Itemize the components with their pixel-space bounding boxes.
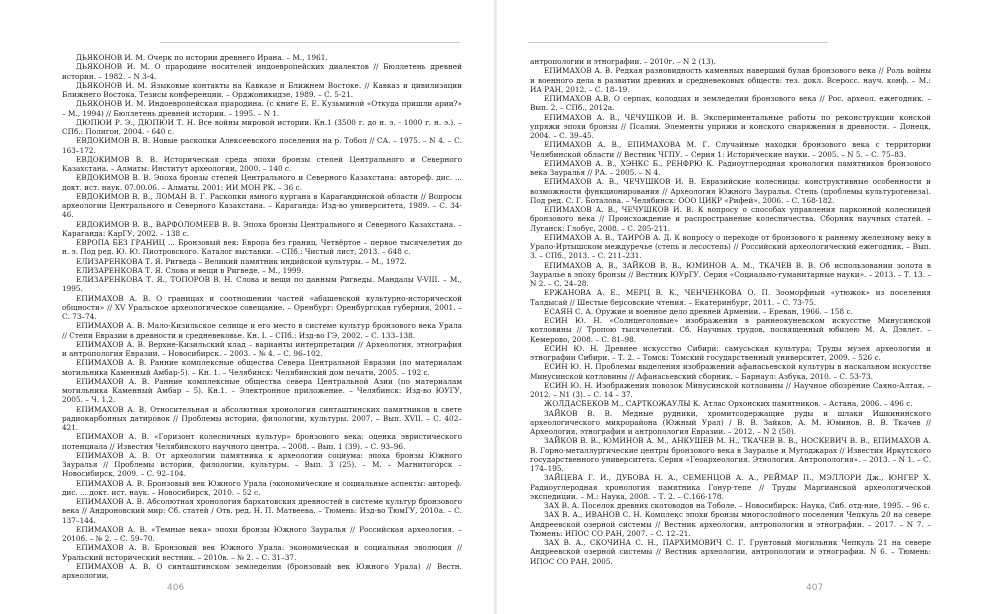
bibliography-entry: ЕПИМАХОВ А.В. О серпах, колодцах и земледелии бронзового века // Рос. археол. ежегодник. – Вып. 2. – СПб., 2012а. xyxy=(530,94,931,113)
bibliography-entry: ЗАЙЦЕВА Г. И., ДУБОВА Н. А., СЕМЕНЦОВ А. А., РЕЙМАР П., МЭЛЛОРИ Дж., ЮНГЕР Х. Радиоуглеродная хронология памятника Гонур-тепе // Труды Маргианской археологической экспедиции. – М.: Наука, 2008. – Т. 2. – С.166-178. xyxy=(530,473,931,501)
bibliography-entry: ЕРЖАНОВА А. Е., МЕРЦ В. К., ЧЕНЧЕНКОВА О. П. Зооморфный «утюжок» из поселения Талдысай // Шестые берсовские чтения. – Екатеринбург, 2011. – С. 73-75. xyxy=(530,288,931,307)
page-number: 407 xyxy=(806,583,824,593)
bibliography-entry: ДЬЯКОНОВ И. М. Языковые контакты на Кавказе и Ближнем Востоке. // Кавказ и цивилизации Ближнего Востока. Тезисы конференции. – Орджоникидзе, 1989. – С. 5-21. xyxy=(62,80,462,99)
bibliography-entry: ЕВДОКИМОВ В. В., ЛОМАН В. Г. Раскопки ямного кургана в Карагандинской области // Вопросы археологии Центрального и Северного Казахстана. – Караганда: Изд-во университета, 1989. – С. 34-46. xyxy=(62,191,462,220)
bibliography-entry: ЕПИМАХОВ А. В., ЕПИМАХОВА М. Г. Случайные находки бронзового века с территории Челябинской области // Вестник ЧГПУ. – Серия 1: Исторические науки. – 2005. – N 5. – С. 75–83. xyxy=(530,140,931,159)
bibliography-entry: ЕПИМАХОВ А. В. Редкая разновидность каменных наверший булав бронзового века // Роль войны и военного дела в развитии древних и средневековых обществ: тез. докл. Всеросс. науч. конф. – М.: ИА РАН, 2012. – С. 18–19. xyxy=(530,66,931,94)
bibliography-entry: ЕПИМАХОВ А. В., ЗАЙКОВ В. В., ЮМИНОВ А. М., ТКАЧЕВ В. В. Об использовании золота в Зауралье в эпоху бронзы // Вестник ЮУрГУ. Серия «Социально-гуманитарные науки». – 2013. – Т. 13. – N 2. – С. 24–28. xyxy=(530,260,931,288)
bibliography-entry: ЕЛИЗАРЕНКОВА Т. Я. Ригведа – Великий памятник индийской культуры. – М., 1972. xyxy=(76,256,407,266)
bibliography-entry: ЕСИН Ю. Н. «Солнцеголовые» изображения в раннеокуневском искусстве Минусинской котловины // Тропою тысячелетий. Сб. Научных трудов, посвященный юбилею М. А. Дэвлет. – Кемерово, 2008. – С. 81–98. xyxy=(530,316,931,344)
bibliography-entry: ЗАХ В. А., СКОЧИНА С. Н., ПАРХИМОВИЧ С. Г. Грунтовый могильник Чепкуль 21 на севере Андреевской озерной системы // Вестник археологии, антропологии и этнографии. N 6. – Тюмень: ИПОС СО РАН, 2005. xyxy=(530,538,931,566)
bibliography-entry: ЕПИМАХОВ А. В. «Темные века» эпохи бронзы Южного Зауралья // Российская археология. – 2010б. – № 2. – С. 59–70. xyxy=(62,524,462,543)
bibliography-entry: ЕСИН Ю. Н. Изображения повозок Минусинской котловины // Научное обозрение Саяно-Алтая. – 2012. – N1 (3). – С. 14 – 37. xyxy=(530,380,931,399)
bibliography-entry: ЕПИМАХОВ А. В. О синташтинском земледелии (бронзовый век Южного Урала) // Вестн. археологии, xyxy=(62,561,462,580)
bibliography-entry: ЕПИМАХОВ А. В., ЧЕЧУШКОВ И. В. К вопросу о способах управления парконной колесницей бронзового века // Происхождение и распространение колесничества. Сборник научных статей. – Луганск: Глобус, 2008. – С. 205-211. xyxy=(530,205,931,233)
bibliography-entry: ЕПИМАХОВ А. В. О границах и соотношении частей «абашевской культурно-исторической общности» // XV Уральское археологическое совещание. – Оренбург: Оренбургская губерния, 2001. – С. 73–74. xyxy=(62,293,462,321)
left-page xyxy=(0,0,495,614)
bibliography-entry: ЕПИМАХОВ А. В. Относительная и абсолютная хронология синташтинских памятников в свете радиокарбонных датировок // Проблемы истории, филологии, культуры. 2007. – Вып. XVII. – С. 402–421. xyxy=(62,404,462,432)
bibliography-entry: ЕПИМАХОВ А. В., ХЭНКС Б., РЕНФРЮ К. Радиоуглеродная хронология памятников бронзового века Зауралья // РА. – 2005. – N 4. xyxy=(530,158,931,177)
header-rule xyxy=(528,42,828,43)
bibliography-entry: ДЬЯКОНОВ И. М. Индоевропейская прародина. (с книге Е. Е. Кузьминой «Откуда пришли арии?» – М., 1994) // Бюллетень древней истории. – 1995. – N 1. xyxy=(62,99,462,118)
bibliography-entry: ЕПИМАХОВ А. В. Бронзовый век Южного Урала: экономическая и социальная эволюция // Уральский исторический вестник. – 2010в. – № 2. – С. 31–37. xyxy=(62,543,462,562)
bibliography-entry: ЗАХ В. А., ИВАНОВ С. Н. Комплекс эпохи бронзы многослойного поселения Чепкуль 20 на севере Андреевской озерной системы // Вестник археологии, антропологии и этнографии. – 2017. – N 7. – Тюмень: ИПОС СО РАН, 2007. – С. 12–21. xyxy=(530,510,931,538)
bibliography-entry: ЕПИМАХОВ А. В. Абсолютная хронология бархатовских древностей в системе культур бронзового века // Андроновский мир: Сб. статей / Отв. ред. Н. П. Матвеева. – Тюмень: Изд-во ТюмГУ, 2010а. – С. 137–144. xyxy=(62,497,462,525)
bibliography-entry: ЕПИМАХОВ А. В., ЧЕЧУШКОВ И. В. Экспериментальные работы по реконструкции конской упряжи эпохи бронзы // Псалии. Элементы упряжи и конского снаряжения в древности. – Донецк, 2004. – С. 39–45. xyxy=(530,112,931,140)
bibliography-entry: ЕВДОКИМОВ В. В., ВАРФОЛОМЕЕВ В. В. Эпоха бронзы Центрального и Северного Казахстана. – Караганда: КарГУ, 2002. – 138 с. xyxy=(62,219,462,238)
bibliography-entry: ЕЛИЗАРЕНКОВА Т. Я., ТОПОРОВ В. Н. Слова и вещи по данным Ригведы. Мандалы V-VIII. – М., 1995. xyxy=(62,275,462,294)
bibliography-list xyxy=(62,53,462,580)
bibliography-entry: ДЬЯКОНОВ И. М. Очерк по истории древнего Ирана. – М., 1961. xyxy=(76,53,328,62)
bibliography-entry: ЗАХ В. А. Поселок древних скотоводов на Тоболе. – Новосибирск: Наука, Сиб. отд-ние, 1995. – 96 с. xyxy=(544,501,930,510)
bibliography-entry: ЕВДОКИМОВ В. В. Эпоха бронзы степей Центрального и Северного Казахстана: автореф. дис. ... докт. ист. наук. 07.00.06. – Алматы, 2001: ИИ МОН РК. – 36 с. xyxy=(62,173,462,192)
bibliography-entry: ЖОЛДАСБЕКОВ М., САРТКОЖАУЛЫ К. Атлас Орхонских памятников. – Астана, 2006. – 496 с. xyxy=(544,399,913,409)
bibliography-entry: ДЮПЮИ Р. Э., ДЮПЮИ Т. Н. Все войны мировой истории. Кн.1 (3500 г. до н. э. - 1000 г. н. э.). – СПб.: Полигон, 2004. - 640 с. xyxy=(62,117,462,136)
bibliography-entry: ЕПИМАХОВ А. В., ТАИРОВ А. Д. К вопросу о переходе от бронзового к раннему железному веку в Урало-Иртышском междуречье (степь и лесостепь) // Российский археологический ежегодник. – Вып. 3. – СПб., 2013. – С. 211–231. xyxy=(530,232,931,261)
bibliography-entry: ЕПИМАХОВ А. В. От археологии памятника к археологии социума: эпоха бронзы Южного Зауралья // Проблемы истории, филологии, культуры. – Вып. 3 (25). – М. – Магнитогорск – Новосибирск, 2009. – С. 92–104. xyxy=(62,450,462,479)
bibliography-list xyxy=(530,57,931,566)
bibliography-entry: ЕВРОПА БЕЗ ГРАНИЦ ... Бронзовый век: Европа без границ. Четвёртое – первое тысячелетия до н. э. Под ред. Ю. Ю. Пиотровского. Каталог выставки. – СПб.: Чистый лист, 2013. – 648 с. xyxy=(62,238,462,257)
bibliography-entry: ЕПИМАХОВ А. В. Мало-Кизильское селище и его место в системе культур бронзового века Урала // Степи Евразии в древности и средневековье. Кн. I. – СПб.: Изд-во ГЭ, 2002. – С. 133–138. xyxy=(62,321,462,340)
bibliography-entry: ЕВДОКИМОВ В. В. Новые раскопки Алексеевского поселения на р. Тобол // СА. – 1975. – N 4. – С. 163–172. xyxy=(62,136,462,155)
bibliography-entry: ЕПИМАХОВ А. В. «Горизонт колесничных культур» бронзового века: оценка эвристического потенциала // Известия Челябинского научного центра. – 2008. – Вып. 1 (39). – С. 93–96. xyxy=(62,432,462,451)
bibliography-entry: ЗАЙКОВ В. В. Медные рудники, хромитсодержащие руды и шлаки Ишкининского археологического микрорайона (Южный Урал) / В. В. Зайков, А. М. Юминов, В. В. Ткачев // Археология, этнография и антропология Евразии. – 2012. – N 2 (50). xyxy=(530,408,931,436)
bibliography-entry: ЕПИМАХОВ А. В. Бронзовый век Южного Урала (экономические и социальные аспекты: автореф. дис. ... докт. ист. наук. – Новосибирск, 2010. – 52 с. xyxy=(62,478,462,497)
bibliography-entry: ЕСАЯН С. А. Оружие и военное дело древней Армении. – Ереван, 1966. – 158 с. xyxy=(544,306,853,316)
bibliography-entry: антропологии и этнографии. – 2010г. – N 2 (13). xyxy=(530,57,716,66)
bibliography-entry: ЕПИМАХОВ А. В., ЧЕЧУШКОВ И. В. Евразийские колесницы: конструктивные особенности и возможности функционирования // Археология Южного Зауралья. Степь (проблемы культурогенеза). Под ред. С. Г. Боталова. – Челябинск: ООО ЦИКР «Рифей», 2006. – С. 168-182. xyxy=(530,177,931,205)
bibliography-entry: ЗАЙКОВ В. В., ЮМИНОВ А. М., АНКУШЕВ М. Н., ТКАЧЕВ В. В., НОСКЕВИЧ В. В., ЕПИМАХОВ А. В. Горно-металлургические центры бронзового века в Зауралье и Мугоджарах // Известия Иркутского государственного университета. Серия «Геоархеология. Этнология. Антропология». – 2013. – N 1. – С. 174–195. xyxy=(530,436,931,473)
bibliography-entry: ДЬЯКОНОВ И. М. О прародине носителей индоевропейских диалектов // Бюллетень древней истории. – 1982. – N 3-4. xyxy=(62,62,462,81)
bibliography-entry: ЕПИМАХОВ А. В. Ранние комплексные общества севера Центральной Азии (по материалам могильника Каменный Амбар – 5). Кн.1. – Электронное приложение. – Челябинск: Изд-во ЮУГУ, 2005. – Ч. 1,2. xyxy=(62,376,462,405)
bibliography-entry: ЕЛИЗАРЕНКОВА Т. Я. Слова и вещи в Ригведе. – М., 1999. xyxy=(76,265,304,275)
bibliography-entry: ЕСИН Ю. Н. Древнее искусство Сибири: самусьская культура: Труды музея археологии и этнографии Сибири. – Т. 2. – Томск: Томский государственный университет, 2009. – 526 с. xyxy=(530,343,931,362)
bibliography-entry: ЕПИМАХОВ А. В. Ранние комплексные общества Севера Центральной Евразии (по материалам могильника Каменный Амбар-5). – Кн. 1. – Челябинск: Челябинский дом печати, 2005. – 192 с. xyxy=(62,358,462,377)
page-number: 406 xyxy=(167,583,185,593)
header-rule xyxy=(160,42,460,43)
bibliography-entry: ЕВДОКИМОВ В. В. Историческая среда эпохи бронзы степей Центрального и Северного Казахстана. – Алматы: Институт археологии, 2000. – 140 с. xyxy=(62,154,462,173)
bibliography-entry: ЕСИН Ю. Н. Проблемы выделения изображений афанасьевской культуры в наскальном искусстве Минусинской котловины // Афанасьевский сборник. – Барнаул: Азбука, 2010. – С. 53-73. xyxy=(530,362,931,381)
right-page xyxy=(496,0,991,614)
bibliography-entry: ЕПИМАХОВ А. В. Верхне-Кизильский клад – варианты интерпретации // Археология, этнография и антропология Евразии. – Новосибирск. – 2003. – № 4. – С. 96–102. xyxy=(62,339,462,358)
